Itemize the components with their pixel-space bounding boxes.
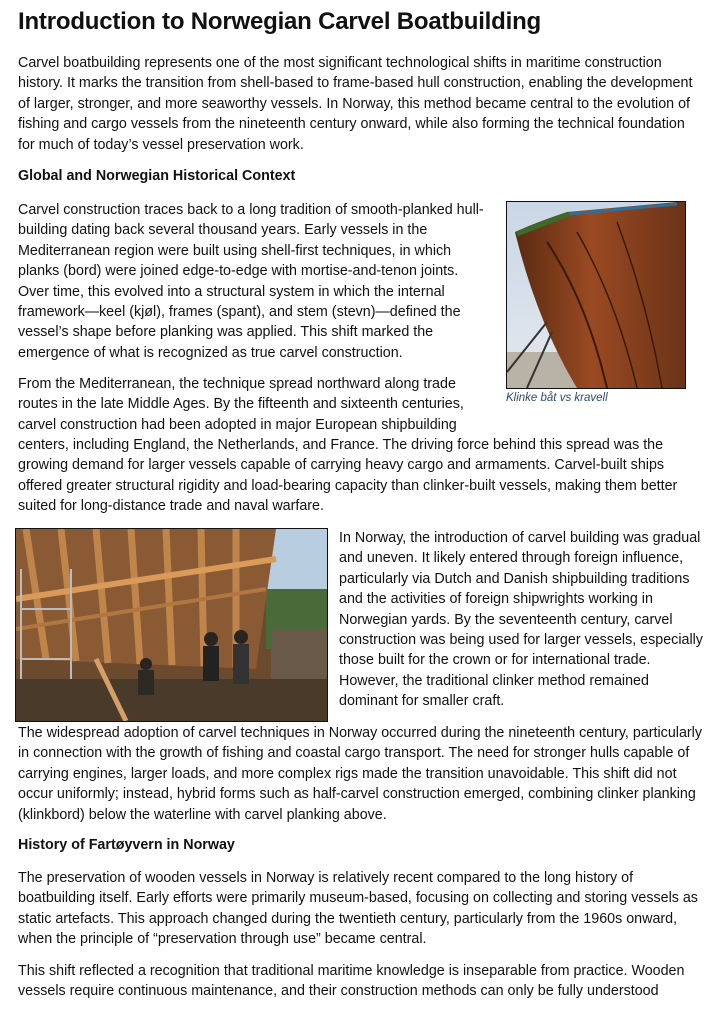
section-heading-fartoyvern: History of Fartøyvern in Norway [18,837,235,853]
figure-hull-photo [506,201,686,389]
hull-image [507,202,685,388]
intro-paragraph: Carvel boatbuilding represents one of the most significant technological shifts in maritime construction history. It marks the transition from shell-based to frame-based hull construction, enabling the development of larger, stronger, and more seaworthy vessels. In Norway, this method became central to the evolution of fishing and cargo vessels from the nineteenth century onward, while also forming the technical foundation for much of today’s vessel preservation work. [18,55,693,153]
context-paragraph-2-end: centers, including England, the Netherlands, and France. The driving force behind this spread was the growing demand for larger vessels capable of carrying heavy cargo and armaments. Carvel-built ships offered greater structural rigidity and load-bearing capacity than clinker-built vessels, making them better suited for long-distance trade and naval warfare. [18,437,678,515]
page-title: Introduction to Norwegian Carvel Boatbuilding [18,8,541,35]
preservation-paragraph-1: The preservation of wooden vessels in Norway is relatively recent compared to the long history of boatbuilding itself. Early efforts were primarily museum-based, focusing on collecting and storing vessels as static artefacts. This approach changed during the twentieth century, particularly from the 1960s onward, when the principle of “preservation through use” became central. [18,870,698,948]
workshop-image [16,529,327,721]
section-heading-context: Global and Norwegian Historical Context [18,168,296,184]
context-paragraph-1: Carvel construction traces back to a long tradition of smooth-planked hull-building dating back several thousand years. Early vessels in the Mediterranean region were built using shell-first techniques, in which planks (bord) were joined edge-to-edge with mortise-and-tenon joints. Over time, this evolved into a structural system in which the internal framework—keel (kjøl), frames (spant), and stem (stevn)—defined the vessel’s shape before planking was applied. This shift marked the emergence of what is recognized as true carvel construction. [18,202,484,361]
figure-caption: Klinke båt vs kravell [506,392,608,404]
norway-paragraph: In Norway, the introduction of carvel building was gradual and uneven. It likely entered through foreign influence, particularly via Dutch and Danish shipbuilding traditions and the activities of foreign shipwrights working in Norwegian yards. By the seventeenth century, carvel construction was being used for larger vessels, especially those built for the crown or for international trade. However, the traditional clinker method remained dominant for smaller craft. [339,530,703,710]
adoption-paragraph: The widespread adoption of carvel techniques in Norway occurred during the nineteenth century, particularly in connection with the growth of fishing and coastal cargo transport. The need for stronger hulls capable of carrying engines, larger loads, and more complex rigs made the transition unavoidable. This shift did not occur uniformly; instead, hybrid forms such as half-carvel construction emerged, combining clinker planking (klinkbord) below the waterline with carvel planking above. [18,725,702,823]
context-paragraph-2-start: From the Mediterranean, the technique spread northward along trade routes in the late Middle Ages. By the fifteenth and sixteenth centuries, carvel construction had been adopted in major European shipbuilding [18,376,464,433]
preservation-paragraph-2: This shift reflected a recognition that traditional maritime knowledge is inseparable from practice. Wooden vessels require continuous maintenance, and their construction methods can only be fully understood [18,963,685,1000]
figure-workshop-photo [15,528,328,722]
